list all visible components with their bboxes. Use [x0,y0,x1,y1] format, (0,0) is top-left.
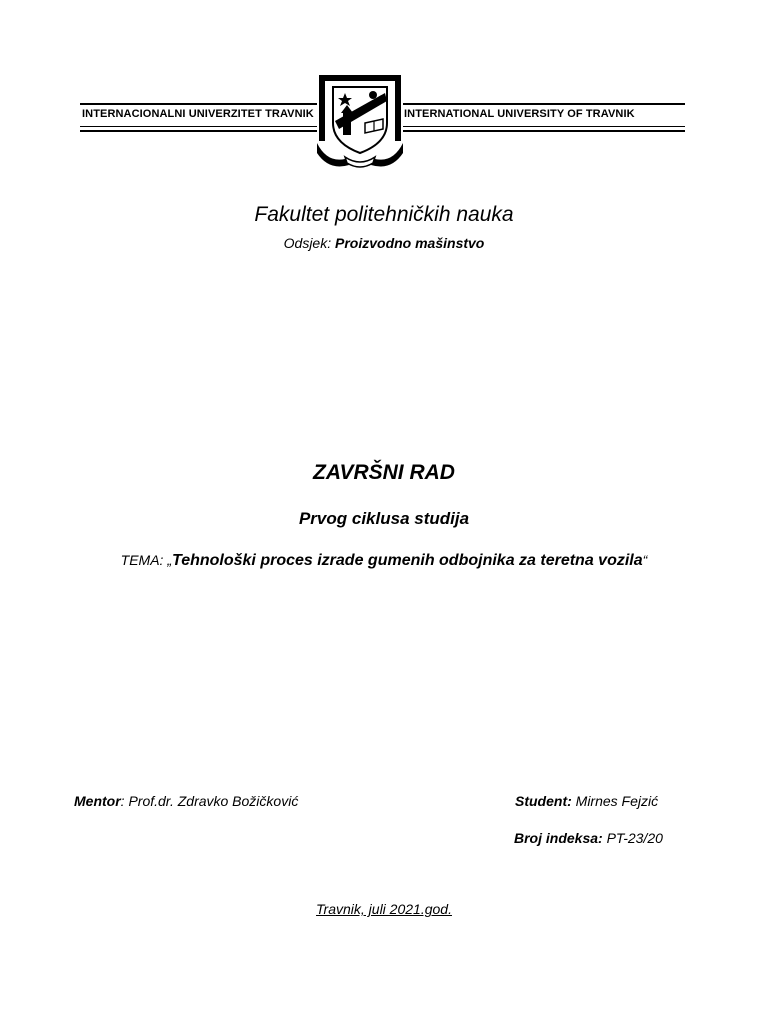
university-name-local: INTERNACIONALNI UNIVERZITET TRAVNIK [82,108,314,120]
thesis-theme-line [0,552,768,570]
mentor-line [74,793,298,809]
header-rule-bottom-right-thick [403,130,685,132]
theme-close-quote: “ [642,552,648,568]
department-line [0,235,768,251]
mentor-value: : Prof.dr. Zdravko Božičković [120,793,299,809]
index-line [514,830,663,846]
department-label: Odsjek: [283,235,332,251]
header-rule-bottom-right [403,126,685,127]
thesis-title: ZAVRŠNI RAD [313,461,455,484]
student-line [515,793,658,809]
header-rule-top-right [403,103,685,105]
student-value: Mirnes Fejzić [575,793,659,809]
header-rule-bottom-left [80,126,317,127]
theme-label: TEMA: [120,552,164,568]
header-rule-bottom-left-thick [80,130,317,132]
student-label: Student: [515,793,572,809]
department-value: Proizvodno mašinstvo [335,235,485,251]
mentor-label: Mentor [74,793,121,809]
theme-open-quote: „ [167,552,173,568]
place-date: Travnik, juli 2021.god. [316,901,452,917]
theme-topic: Tehnološki proces izrade gumenih odbojnika za teretna vozila [172,552,643,569]
index-value: PT-23/20 [606,830,663,846]
header-rule-top-left [80,103,317,105]
university-crest-icon [315,73,405,171]
university-name-english: INTERNATIONAL UNIVERSITY OF TRAVNIK [404,108,635,120]
faculty-name: Fakultet politehničkih nauka [254,203,514,226]
thesis-subtitle: Prvog ciklusa studija [298,509,470,528]
index-label: Broj indeksa: [514,830,603,846]
